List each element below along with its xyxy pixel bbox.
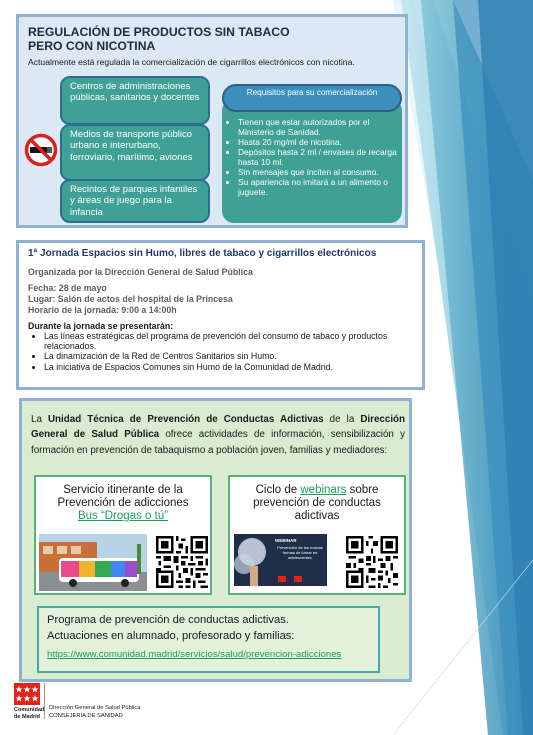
program-title: Programa de prevención de conductas adictivas.	[47, 614, 289, 626]
jornada-item: • La dinamización de la Red de Centros Sanitarios sin Humo.	[44, 351, 413, 361]
footer-org: Dirección General de Salud Pública CONSEJERÍA DE SANIDAD	[49, 705, 141, 719]
webinars-qr-code-icon	[346, 536, 398, 588]
jornada-panel	[16, 240, 425, 390]
webinar-poster-text: Prevención de las nuevas formas de fumar en adolescentes	[277, 545, 323, 560]
jornada-place: Lugar: Salón de actos del hospital de la Princesa	[28, 294, 233, 304]
requirement-item: • Tienen que estar autorizados por el Ministerio de Sanidad.	[238, 117, 398, 137]
jornada-item: • La iniciativa de Espacios Comunes sin Humo de la Comunidad de Madrid.	[44, 362, 413, 372]
program-actions: Actuaciones en alumnado, profesorado y familias:	[47, 629, 295, 642]
webinars-card-title: Ciclo de webinars sobre prevención de conductas adictivas	[253, 484, 381, 523]
program-url-link[interactable]: https://www.comunidad.madrid/servicios/salud/prevencion-adicciones	[47, 649, 342, 660]
bus-link[interactable]: Bus “Drogas o tú”	[77, 510, 169, 523]
vapor-illustration	[234, 534, 274, 586]
bus-card-title: Servicio itinerante de la Prevención de adicciones Bus “Drogas o tú”	[57, 484, 189, 523]
jornada-organizer: Organizada por la Dirección General de Salud Pública	[28, 267, 253, 277]
place-public-transport: Medios de transporte público urbano e interurbano, ferroviario, marítimo, aviones	[60, 124, 210, 181]
logo-text: Comunidad de Madrid	[14, 707, 45, 720]
regulation-title: REGULACIÓN DE PRODUCTOS SIN TABACO PERO CON NICOTINA	[28, 25, 290, 53]
webinar-poster	[234, 534, 327, 586]
jornada-schedule: Horario de la jornada: 9:00 a 14:00h	[28, 305, 177, 315]
requirement-item: • Depósitos hasta 2 ml / envases de recarga hasta 10 ml.	[238, 147, 398, 167]
jornada-date: Fecha: 28 de mayo	[28, 283, 107, 293]
footer-divider	[44, 683, 45, 719]
requirement-item: • Hasta 20 mg/ml de nicotina.	[238, 137, 398, 147]
poster-logo-icon	[294, 576, 302, 582]
webinar-tag: WEBINAR	[275, 538, 297, 543]
place-playgrounds: Recintos de parques infantiles y áreas de juego para la infancia	[60, 179, 210, 223]
requirement-item: • Sin mensajes que inciten al consumo.	[238, 167, 398, 177]
webinars-link[interactable]: webinars	[300, 484, 347, 496]
requirements-title: Requisitos para su comercialización	[222, 84, 402, 112]
unidad-panel	[19, 398, 412, 682]
bus-service-card	[34, 475, 212, 595]
bus-qr-code-icon	[156, 536, 208, 588]
bus-photo	[39, 534, 147, 591]
footer	[14, 683, 214, 728]
comunidad-madrid-logo-icon	[14, 683, 40, 705]
jornada-item: • Las líneas estratégicas del programa de prevención del consumo de tabaco y productos relacionados.	[44, 331, 413, 351]
requirements-list-panel	[222, 99, 402, 223]
webinars-card	[228, 475, 406, 595]
jornada-title: 1ª Jornada Espacios sin Humo, libres de tabaco y cigarrillos electrónicos	[28, 248, 377, 259]
regulation-panel	[16, 14, 408, 228]
place-public-centers: Centros de administraciones públicas, sanitarios y docentes	[60, 76, 210, 125]
program-box	[37, 606, 380, 673]
no-vaping-icon	[24, 133, 58, 167]
jornada-items	[28, 331, 413, 372]
requirement-item: • Su apariencia no imitará a un alimento o juguete.	[238, 177, 398, 197]
jornada-during-heading: Durante la jornada se presentarán:	[28, 321, 174, 331]
regulation-subtitle: Actualmente está regulada la comercialización de cigarrillos electrónicos con nicotina.	[28, 57, 355, 67]
poster-logo-icon	[278, 576, 286, 582]
unidad-intro: La Unidad Técnica de Prevención de Conductas Adictivas de la Dirección General de Salud Pública ofrece actividades de información, sensibilización y formación en prevención de tabaquismo a población joven, familias y mediadores:	[31, 414, 406, 456]
